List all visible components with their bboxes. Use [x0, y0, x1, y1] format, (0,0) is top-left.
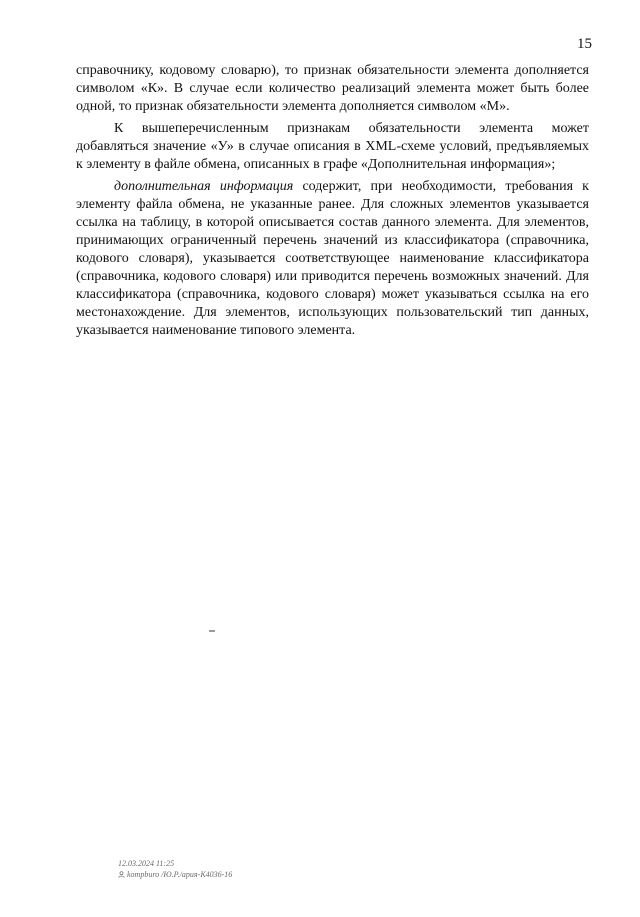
scan-artifact: [209, 630, 215, 632]
page-number: 15: [577, 36, 592, 52]
paragraph-additional-info-text: содержит, при необходимости, требования к элементу файла обмена, не указанные ранее. Для сложных элементов указывается ссылка на таблицу, в которой описывается состав данного элемента. Для элементов, принимающих ограниченный перечень значений из классификатора (справочника, кодового словаря), указывается соответствующее наименование классификатора (справочника, кодового словаря) или приводится перечень возможных значений. Для классификатора (справочника, кодового словаря) может указываться ссылка на его местонахождение. Для элементов, использующих пользовательский тип данных, указывается наименование типового элемента.: [76, 179, 589, 338]
paragraph-continuation: справочнику, кодовому словарю), то признак обязательности элемента дополняется символом «К». В случае если количество реализаций элемента может быть более одной, то признак обязательности элемента дополняется символом «М».: [76, 63, 589, 114]
print-footer: [118, 858, 358, 880]
paragraph-additional-info: [76, 178, 589, 340]
footer-user-line: [118, 869, 358, 880]
document-body: [76, 62, 589, 344]
user-icon: [118, 871, 125, 878]
footer-user-path: kompburo /Ю.Р./ария-К4036-16: [127, 870, 233, 879]
footer-timestamp: 12.03.2024 11:25: [118, 859, 175, 868]
paragraph-additional-sign: К вышеперечисленным признакам обязательности элемента может добавляться значение «У» в случае описания в XML-схеме условий, предъявляемых к элементу в файле обмена, описанных в графе «Дополнительная информация»;: [76, 121, 589, 172]
term-additional-info: дополнительная информация: [114, 179, 294, 194]
